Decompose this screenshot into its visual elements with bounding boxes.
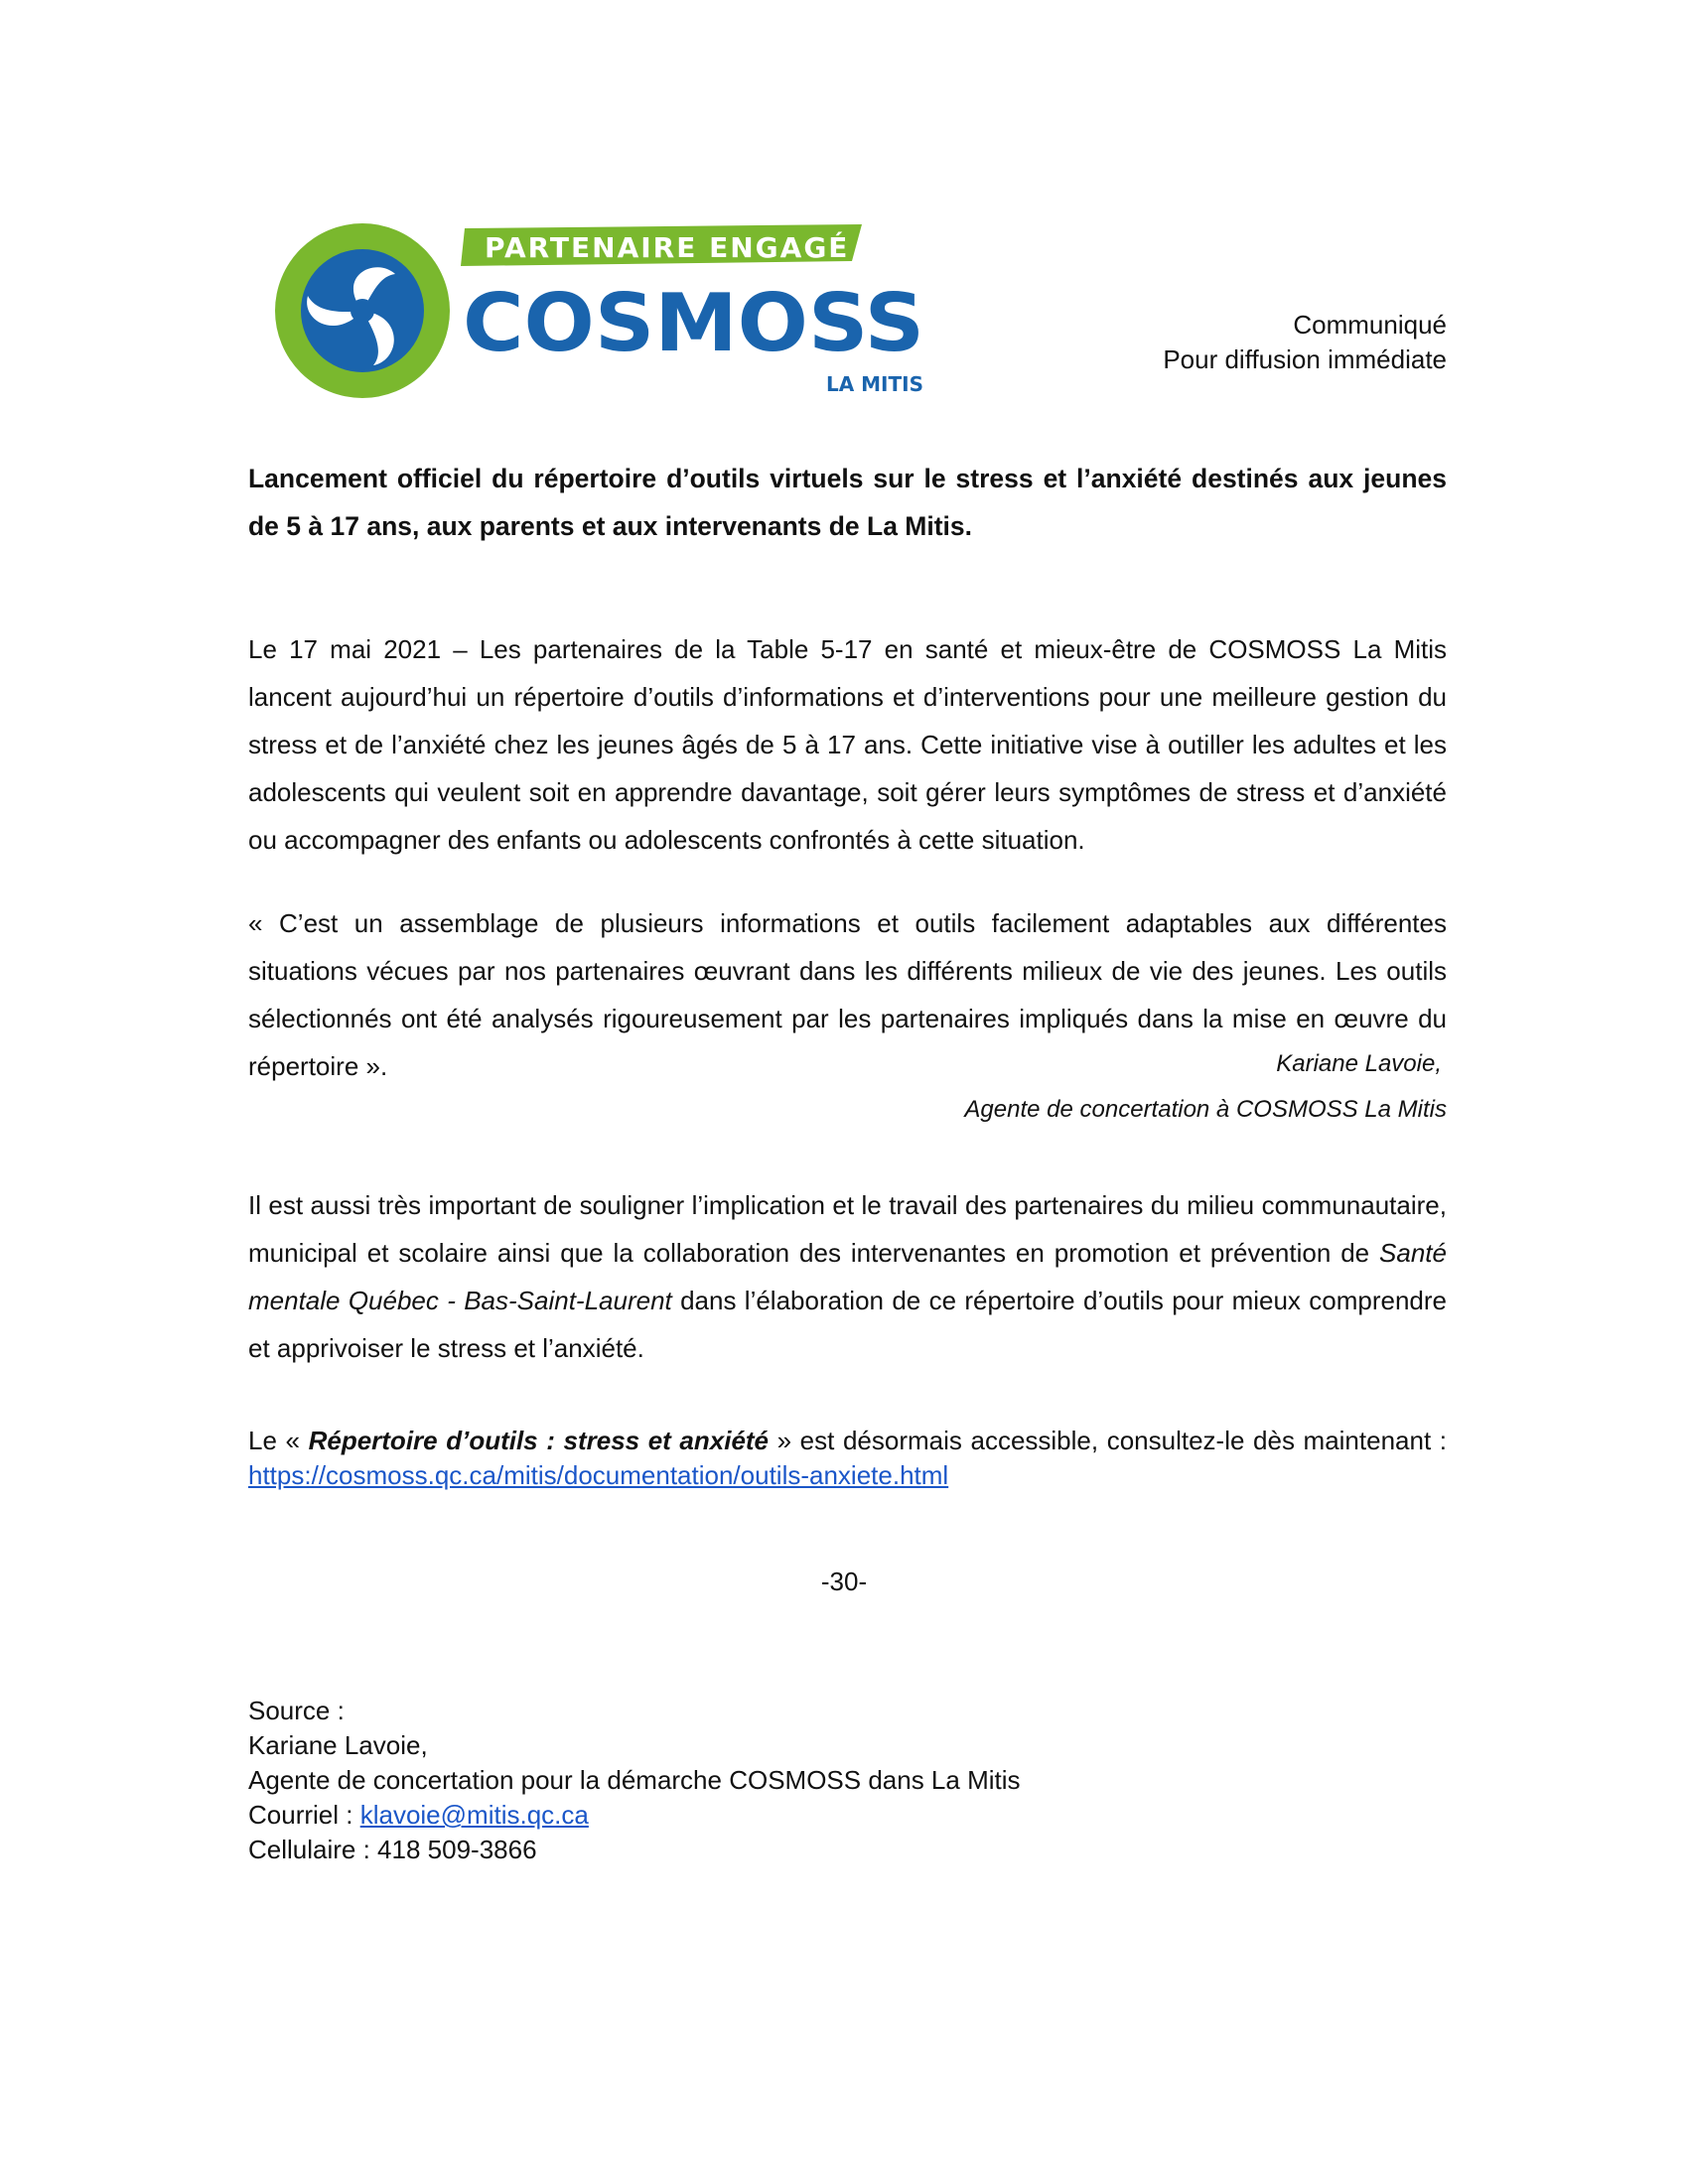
access-text-before: Le « xyxy=(248,1426,309,1455)
paragraph-quote: « C’est un assemblage de plusieurs informations et outils facilement adaptables aux différentes situations vécues par nos partenaires œuvrant dans les différents milieux de vie des jeunes. Les outils sélectionnés ont été analysés rigoureusement par les partenaires impliqués dans la mise en œuvre du répertoire ». xyxy=(248,908,1447,1081)
ack-text-before: Il est aussi très important de souligner l’implication et le travail des partenaires du milieu communautaire, municipal et scolaire ainsi que la collaboration des intervenantes en promotion et prévention de xyxy=(248,1190,1447,1268)
logo-subtext: LA MITIS xyxy=(825,372,923,396)
quote-author-name: Kariane Lavoie, xyxy=(1276,1050,1442,1077)
source-role: Agente de concertation pour la démarche COSMOSS dans La Mitis xyxy=(248,1765,1021,1795)
release-timing: Pour diffusion immédiate xyxy=(1163,344,1447,374)
repertoire-name: Répertoire d’outils : stress et anxiété xyxy=(308,1426,770,1455)
logo-banner-text: PARTENAIRE ENGAGÉ xyxy=(485,231,850,264)
press-release-title: Lancement officiel du répertoire d’outils virtuels sur le stress et l’anxiété destinés aux jeunes de 5 à 17 ans, aux parents et aux intervenants de La Mitis. xyxy=(248,464,1447,541)
paragraph-intro: Le 17 mai 2021 – Les partenaires de la Table 5-17 en santé et mieux-être de COSMOSS La Mitis lancent aujourd’hui un répertoire d’outils d’informations et d’interventions pour une meilleure gestion du stress et de l’anxiété chez les jeunes âgés de 5 à 17 ans. Cette initiative vise à outiller les adultes et les adolescents qui veulent soit en apprendre davantage, soit gérer leurs symptômes de stress et d’anxiété ou accompagner des enfants ou adolescents confrontés à cette situation. xyxy=(248,634,1447,855)
repertoire-link[interactable]: https://cosmoss.qc.ca/mitis/documentation/outils-anxiete.html xyxy=(248,1460,949,1490)
email-label: Courriel : xyxy=(248,1800,360,1830)
source-label: Source : xyxy=(248,1696,345,1725)
access-text-middle: » est désormais accessible, consultez-le dès maintenant : xyxy=(769,1426,1447,1455)
paragraph-access xyxy=(248,1424,1447,1493)
release-header xyxy=(1163,308,1447,377)
quote-author-role: Agente de concertation à COSMOSS La Mitis xyxy=(964,1096,1447,1123)
logo-brand-text: COSMOSS xyxy=(463,277,924,369)
source-phone: Cellulaire : 418 509-3866 xyxy=(248,1835,537,1864)
email-link[interactable]: klavoie@mitis.qc.ca xyxy=(359,1800,589,1830)
source-block xyxy=(248,1694,1021,1867)
ack-text-after: dans l’élaboration de ce répertoire d’outils pour mieux comprendre et apprivoiser le stress et l’anxiété. xyxy=(248,1286,1447,1363)
source-email-line xyxy=(248,1798,1021,1833)
paragraph-acknowledgement xyxy=(248,1181,1447,1372)
ack-organization: Santé mentale Québec - Bas-Saint-Laurent xyxy=(248,1238,1447,1315)
release-type: Communiqué xyxy=(1293,310,1447,340)
cosmoss-logo xyxy=(266,216,931,405)
end-marker: -30- xyxy=(820,1567,868,1596)
source-name: Kariane Lavoie, xyxy=(248,1730,428,1760)
